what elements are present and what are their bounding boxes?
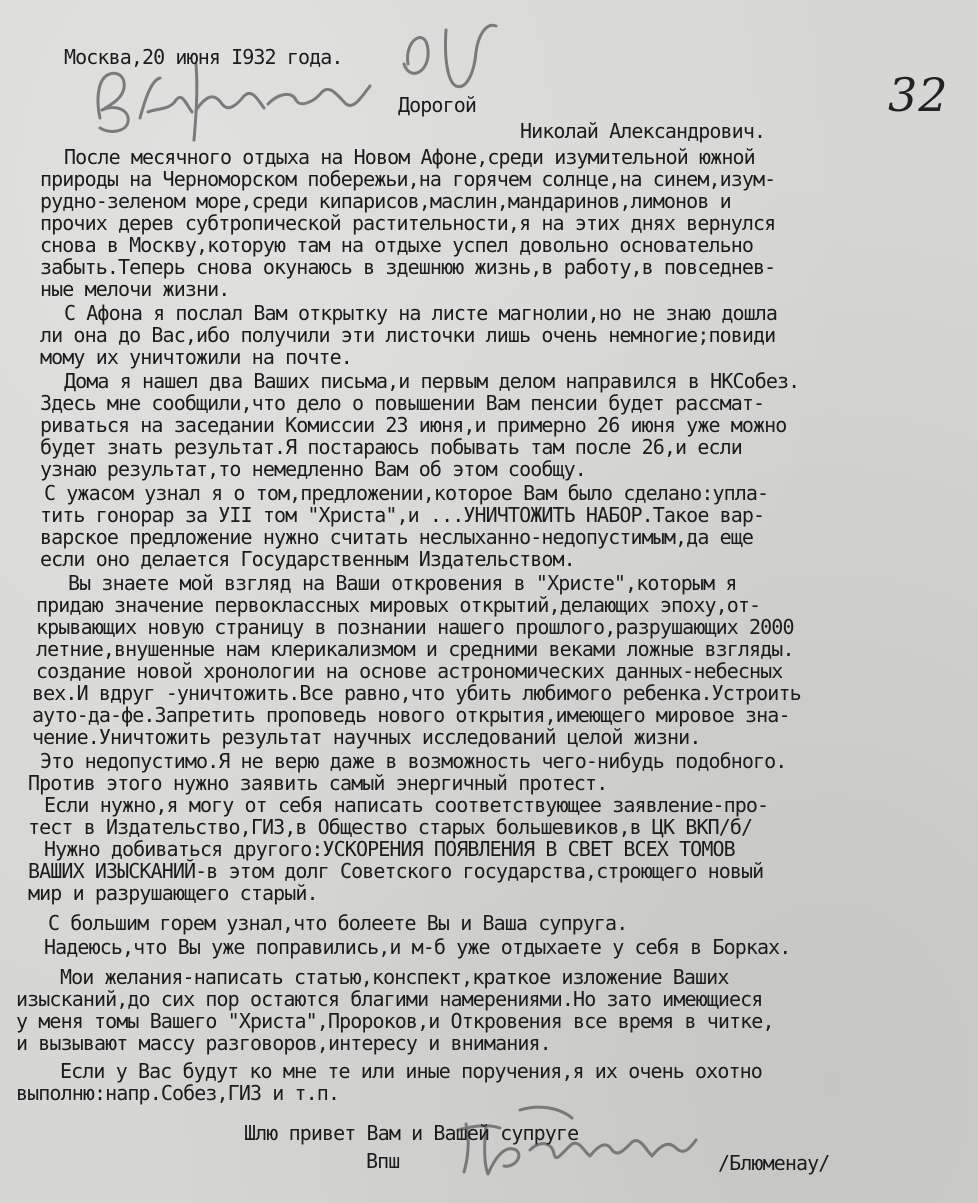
salutation-line-2: Николай Александрович. xyxy=(520,119,766,143)
body-line: С ужасом узнал я о том,предложении,которое Вам было сделано:упла- xyxy=(44,481,769,505)
body-line: Надеюсь,что Вы уже поправились,и м-б уже отдыхаете у себя в Борках. xyxy=(44,935,791,959)
page-number: 32 xyxy=(888,68,949,122)
body-line: ли она до Вас,ибо получили эти листочки лишь очень немногие;повиди xyxy=(40,323,776,347)
body-line: прочих дерев субтропической растительности,я на этих днях вернулся xyxy=(40,211,776,235)
body-line: природы на Черноморском побережьи,на горячем солнце,на синем,изум- xyxy=(40,167,776,191)
closing-yours: Впш xyxy=(366,1149,400,1173)
place-date: Москва,20 июня I932 года. xyxy=(64,45,343,69)
body-line: С Афона я послал Вам открытку на листе магнолии,но не знаю дошла xyxy=(64,301,778,325)
closing-greeting: Шлю привет Вам и Вашей супруге xyxy=(244,1121,579,1145)
body-line: если оно делается Государственным Издательством. xyxy=(40,547,575,571)
body-line: Если нужно,я могу от себя написать соответствующее заявление-про- xyxy=(44,793,769,817)
body-line: Против этого нужно заявить самый энергичный протест. xyxy=(28,771,608,795)
body-line: Это недопустимо.Я не верю даже в возможность чего-нибудь подобного. xyxy=(40,749,787,773)
body-line: изысканий,до сих пор остаются благими намерениями.Но зато имеющиеся xyxy=(16,987,763,1011)
body-line: рудно-зеленом море,среди кипарисов,маслин,мандаринов,лимонов и xyxy=(40,189,731,213)
body-line: мому их уничтожили на почте. xyxy=(40,345,352,369)
body-line: летние,внушенные нам клерикализмом и средними веками ложные взгляды. xyxy=(36,637,794,661)
body-line: ауто-да-фе.Запретить проповедь нового открытия,имеющего мировое зна- xyxy=(32,703,790,727)
body-line: и вызывают массу разговоров,интересу и внимания. xyxy=(16,1031,551,1055)
body-line: вех.И вдруг -уничтожить.Все равно,что убить любимого ребенка.Устроить xyxy=(32,681,801,705)
body-line: Мои желания-написать статью,конспект,краткое изложение Ваших xyxy=(60,965,729,989)
body-line: ные мелочи жизни. xyxy=(40,277,230,301)
body-line: выполню:напр.Собез,ГИЗ и т.п. xyxy=(16,1081,340,1105)
body-line: Здесь мне сообщили,что дело о повышении Вам пенсии будет рассмат- xyxy=(40,391,765,415)
body-line: тить гонорар за УII том "Христа",и ...УНИЧТОЖИТЬ НАБОР.Такое вар- xyxy=(40,503,765,527)
body-line: ВАШИХ ИЗЫСКАНИЙ-в этом долг Советского государства,строющего новый xyxy=(28,859,764,883)
body-line: крывающих новую страницу в познании нашего прошлого,разрушающих 2000 xyxy=(36,615,794,639)
body-line: После месячного отдыха на Новом Афоне,среди изумительной южной xyxy=(64,145,755,169)
body-line: варское предложение нужно считать неслыханно-недопустимым,да еще xyxy=(40,525,754,549)
body-line: снова в Москву,которую там на отдыхе успел довольно основательно xyxy=(40,233,754,257)
body-line: Нужно добиваться другого:УСКОРЕНИЯ ПОЯВЛЕНИЯ В СВЕТ ВСЕХ ТОМОВ xyxy=(44,837,735,861)
body-line: Дома я нашел два Ваших письма,и первым делом направился в НКСобез. xyxy=(64,369,800,393)
signer-name: /Блюменау/ xyxy=(718,1151,830,1175)
body-line: придаю значение первоклассных мировых открытий,делающих эпоху,от- xyxy=(36,593,761,617)
body-line: Вы знаете мой взгляд на Ваши откровения в "Христе",которым я xyxy=(68,571,737,595)
body-line: тест в Издательство,ГИЗ,в Общество старых большевиков,в ЦК ВКП/б/ xyxy=(28,815,753,839)
body-line: Если у Вас будут ко мне те или иные поручения,я их очень охотно xyxy=(60,1059,762,1083)
body-line: забыть.Теперь снова окунаюсь в здешнюю жизнь,в работу,в повседнев- xyxy=(40,255,776,279)
body-line: чение.Уничтожить результат научных исследований целой жизни. xyxy=(32,725,701,749)
body-line: С большим горем узнал,что болеете Вы и Ваша супруга. xyxy=(48,911,628,935)
body-line: риваться на заседании Комиссии 23 июня,и примерно 26 июня уже можно xyxy=(40,413,787,437)
body-line: будет знать результат.Я постараюсь побывать там после 26,и если xyxy=(40,435,742,459)
body-line: мир и разрушающего старый. xyxy=(28,881,318,905)
body-line: создание новой хронологии на основе астрономических данных-небесных xyxy=(36,659,783,683)
body-line: узнаю результат,то немедленно Вам об этом сообщу. xyxy=(40,457,586,481)
body-line: у меня томы Вашего "Христа",Пророков,и Откровения все время в читке, xyxy=(16,1009,774,1033)
salutation-line-1: Дорогой xyxy=(398,93,476,117)
